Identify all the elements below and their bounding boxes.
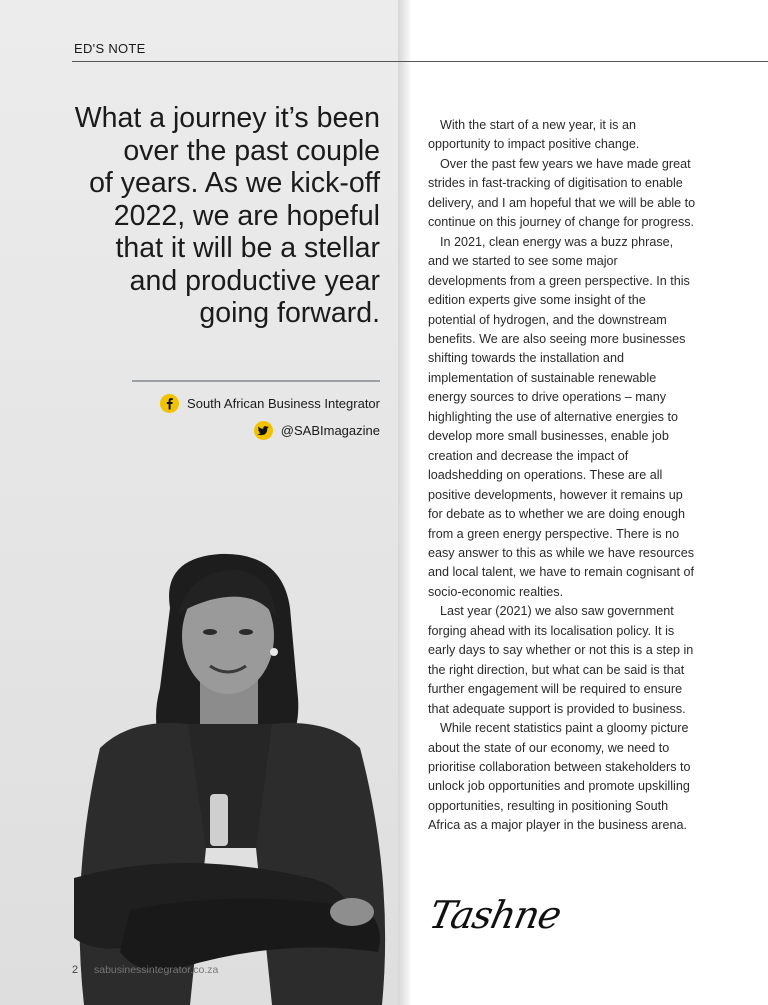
page-number: 2 [72, 964, 79, 976]
article-body [428, 116, 696, 836]
article-paragraph: In 2021, clean energy was a buzz phrase, and we started to see some major developments from a green perspective. In this edition experts give some insight of the potential of hydrogen, and the downstream benefits. We are also seeing more businesses shifting towards the installation and implementation of sustainable renewable energy sources to drive operations – many highlighting the use of alternative energies to develop more small businesses, enable job creation and decrease the impact of loadshedding on operations. These are all positive developments, however it remains up for debate as to whether we are doing enough from a green energy perspective. There is no easy answer to this as while we have resources and local talent, we have to remain cognisant of socio-economic realties. [428, 234, 695, 599]
pull-quote [60, 102, 380, 330]
article-paragraph: With the start of a new year, it is an opportunity to impact positive change. [428, 118, 640, 152]
footer-url[interactable]: sabusinessintegrator.co.za [94, 964, 219, 976]
pull-quote-line: going forward. [199, 297, 380, 329]
header-rule [72, 61, 768, 62]
editor-portrait [60, 548, 398, 1005]
social-twitter[interactable] [254, 421, 380, 440]
facebook-label[interactable]: South African Business Integrator [187, 396, 380, 411]
twitter-label[interactable]: @SABImagazine [280, 423, 380, 438]
panel-shadow [398, 0, 412, 1005]
social-facebook[interactable] [160, 394, 380, 413]
twitter-icon [254, 421, 273, 440]
quote-divider [132, 380, 380, 382]
signature: Tashne [425, 893, 565, 937]
pull-quote-line: and productive year [129, 264, 380, 297]
pull-quote-line: What a journey it’s been [74, 102, 380, 134]
article-paragraph: Over the past few years we have made great strides in fast-tracking of digitisation to enable delivery, and I am hopeful that we will be able to continue on this journey of change for progress. [428, 156, 696, 230]
section-label: ED'S NOTE [74, 41, 146, 56]
article-paragraph: Last year (2021) we also saw government forging ahead with its localisation policy. It is early days to say whether or not this is a step in the right direction, but what can be said is that further engagement will be required to ensure that adequate support is provided to business. [428, 604, 694, 716]
pull-quote-line: that it will be a stellar [115, 232, 380, 264]
article-paragraph: While recent statistics paint a gloomy picture about the state of our economy, we need to prioritise collaboration between stakeholders to unlock job opportunities and promote upskilling opportunities, resulting in positioning South Africa as a major player in the business arena. [428, 721, 691, 833]
facebook-icon [160, 394, 179, 413]
pull-quote-line: of years. As we kick-off [89, 167, 380, 199]
pull-quote-line: 2022, we are hopeful [113, 199, 380, 232]
pull-quote-line: over the past couple [123, 134, 380, 167]
